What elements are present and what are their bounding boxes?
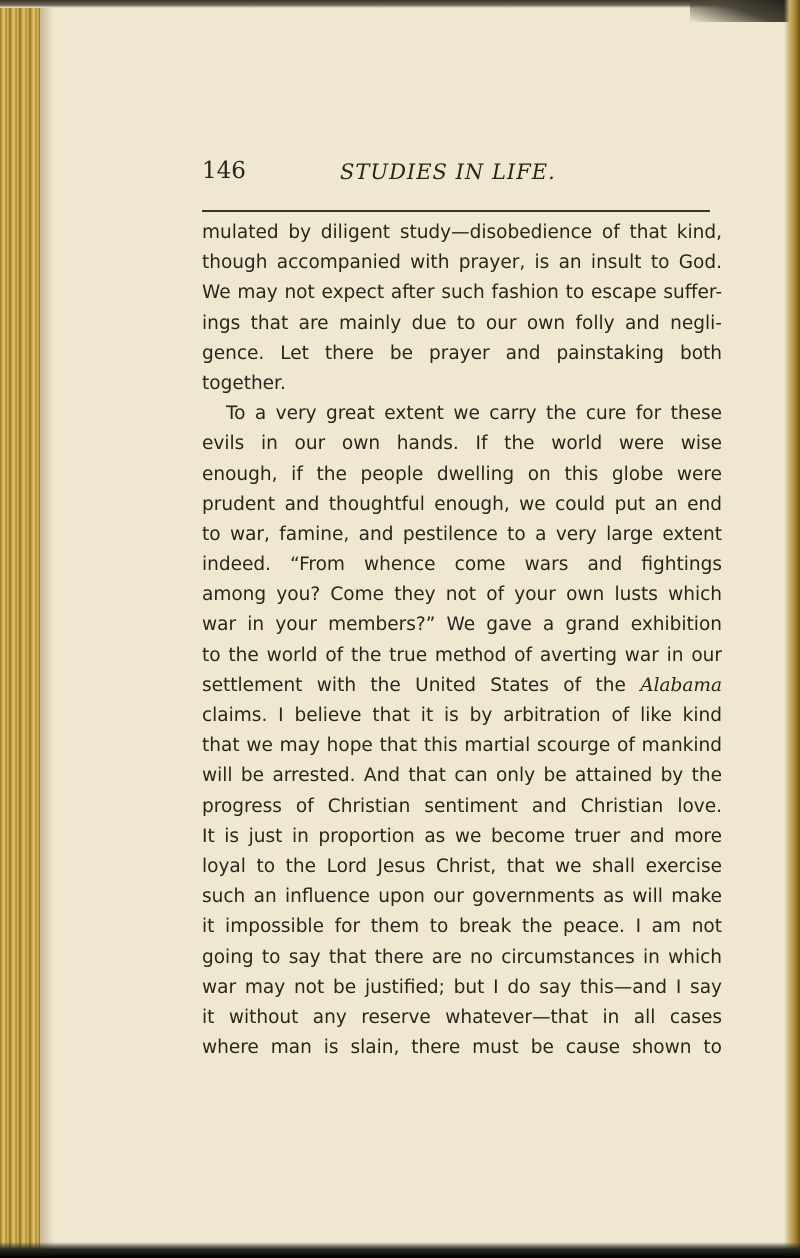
text-line: to war, famine, and pestilence to a very large extent <box>202 523 722 545</box>
text-line: war in your members?” We gave a grand exhibition <box>202 614 722 636</box>
text-line: It is just in proportion as we become truer and more <box>202 825 722 847</box>
text-line: settlement with the United States of the Alabama <box>202 674 722 696</box>
header-rule <box>202 210 710 212</box>
text-line: it impossible for them to break the peace. I am not <box>202 916 722 938</box>
text-line: enough, if the people dwelling on this globe were <box>202 463 722 485</box>
text-line: though accompanied with prayer, is an insult to God. <box>202 252 722 274</box>
text-line: progress of Christian sentiment and Christian love. <box>202 795 722 817</box>
text-line: among you? Come they not of your own lusts which <box>202 584 722 606</box>
text-line: prudent and thoughtful enough, we could put an end <box>202 493 722 515</box>
text-line: mulated by diligent study—disobedience of that kind, <box>202 222 722 243</box>
text-line: evils in our own hands. If the world were wise <box>202 433 722 455</box>
text-line: ings that are mainly due to our own folly and negli- <box>202 312 722 334</box>
gilded-left-edge <box>0 0 40 1258</box>
italic-ship-name: Alabama <box>640 674 722 696</box>
text-line: together. <box>202 372 286 394</box>
page-number: 146 <box>202 158 246 184</box>
gilded-right-edge <box>784 0 800 1258</box>
text-line: it without any reserve whatever—that in all cases <box>202 1006 722 1028</box>
top-shadow <box>0 0 800 8</box>
text-line: will be arrested. And that can only be attained by the <box>202 765 722 787</box>
text-line: To a very great extent we carry the cure for these <box>226 403 722 425</box>
text-line: We may not expect after such fashion to escape suffer- <box>202 282 722 304</box>
text-line: such an influence upon our governments as will make <box>202 886 722 908</box>
text-line: claims. I believe that it is by arbitration of like kind <box>202 705 722 726</box>
text-line: war may not be justified; but I do say this—and I say <box>202 976 722 998</box>
text-line: where man is slain, there must be cause shown to <box>202 1037 722 1059</box>
text-line: to the world of the true method of averting war in our <box>202 644 722 666</box>
page-header <box>202 158 722 198</box>
text-line: loyal to the Lord Jesus Christ, that we shall exercise <box>202 855 722 877</box>
text-line: going to say that there are no circumstances in which <box>202 946 722 968</box>
text-line: gence. Let there be prayer and painstaking both <box>202 342 722 364</box>
bottom-shadow <box>0 1242 800 1258</box>
text-line: indeed. “From whence come wars and fightings <box>202 554 722 576</box>
text-line: that we may hope that this martial scourge of mankind <box>202 735 722 757</box>
body-text <box>202 218 722 1063</box>
running-title: STUDIES IN LIFE. <box>340 160 556 184</box>
